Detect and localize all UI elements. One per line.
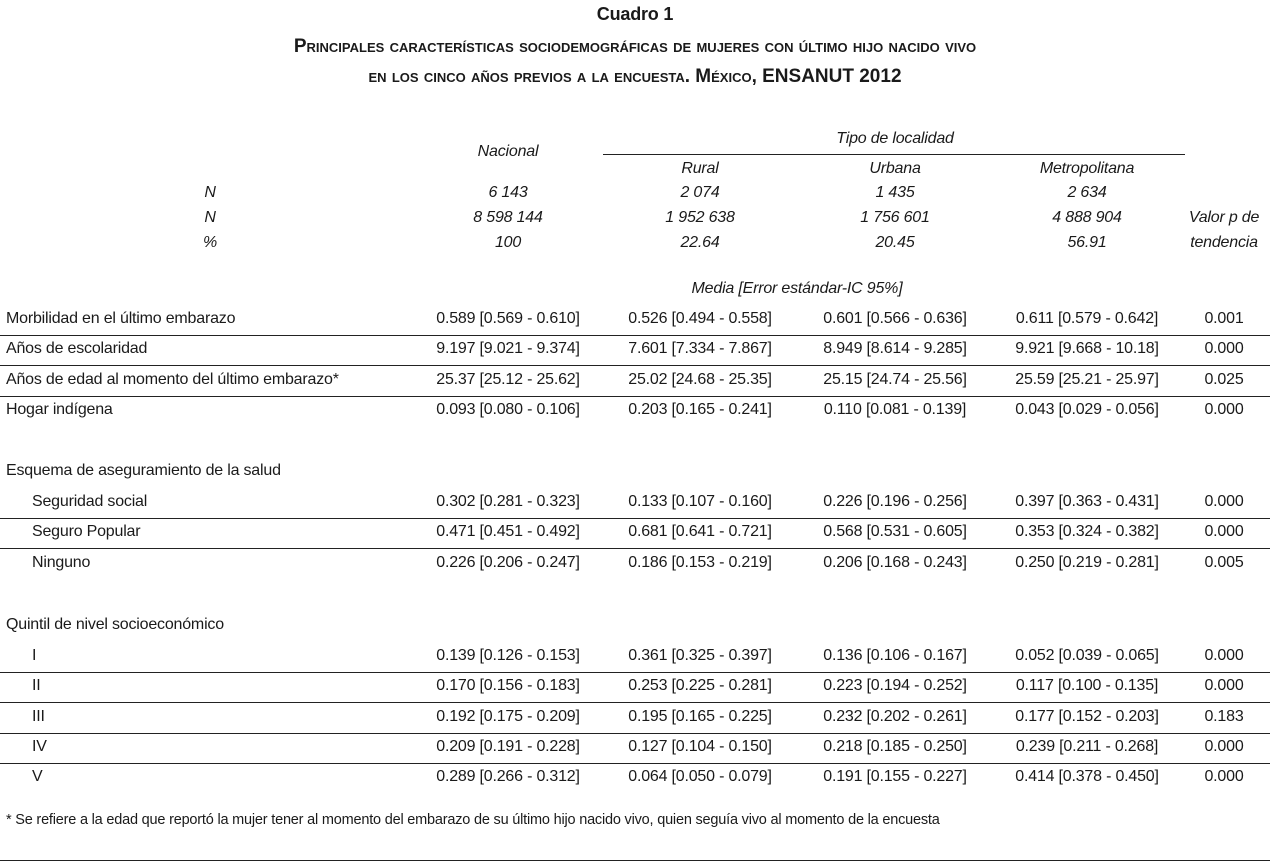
row-value: 0.223 [0.194 - 0.252] — [823, 677, 967, 695]
n-row-value: 6 143 — [488, 184, 528, 201]
header-rural: Rural — [681, 160, 719, 177]
group-heading: Quintil de nivel socioeconómico — [6, 616, 224, 633]
row-value: 0.589 [0.569 - 0.610] — [436, 310, 580, 327]
row-value: 0.133 [0.107 - 0.160] — [628, 493, 772, 510]
row-value: 0.177 [0.152 - 0.203] — [1015, 707, 1159, 725]
row-label: IV — [32, 737, 47, 755]
table-row — [0, 335, 1270, 365]
row-p-value: 0.000 — [1204, 400, 1244, 418]
row-value: 0.117 [0.100 - 0.135] — [1015, 677, 1159, 695]
row-value: 0.361 [0.325 - 0.397] — [628, 647, 772, 664]
row-value: 9.197 [9.021 - 9.374] — [436, 340, 580, 358]
n-row-value: 56.91 — [1067, 234, 1107, 251]
row-value: 25.37 [25.12 - 25.62] — [436, 370, 580, 388]
row-value: 0.601 [0.566 - 0.636] — [823, 310, 967, 327]
row-value: 0.414 [0.378 - 0.450] — [1015, 768, 1159, 786]
table-row — [0, 549, 1270, 579]
n-row-label: % — [202, 234, 218, 251]
row-value: 0.186 [0.153 - 0.219] — [628, 553, 772, 571]
row-value: 25.02 [24.68 - 25.35] — [628, 370, 772, 388]
row-value: 0.611 [0.579 - 0.642] — [1015, 310, 1159, 327]
row-value: 0.203 [0.165 - 0.241] — [628, 400, 772, 418]
row-value: 0.043 [0.029 - 0.056] — [1015, 400, 1159, 418]
row-value: 0.239 [0.211 - 0.268] — [1015, 737, 1159, 755]
row-value: 0.568 [0.531 - 0.605] — [823, 523, 967, 541]
row-value: 0.127 [0.104 - 0.150] — [628, 737, 772, 755]
table-row — [0, 733, 1270, 763]
row-value: 0.052 [0.039 - 0.065] — [1015, 647, 1159, 664]
table-row — [0, 642, 1270, 672]
row-p-value: 0.183 — [1204, 707, 1244, 725]
row-value: 0.253 [0.225 - 0.281] — [628, 677, 772, 695]
table-row — [0, 518, 1270, 548]
header-stat-label: Media [Error estándar-IC 95%] — [691, 280, 903, 297]
row-value: 0.471 [0.451 - 0.492] — [436, 523, 580, 541]
group-heading: Esquema de aseguramiento de la salud — [6, 462, 281, 479]
bottom-rule — [0, 860, 1270, 861]
row-p-value: 0.001 — [1204, 310, 1244, 327]
table-row — [0, 672, 1270, 702]
n-row-label: N — [204, 209, 216, 226]
row-value: 25.59 [25.21 - 25.97] — [1015, 370, 1159, 388]
row-value: 8.949 [8.614 - 9.285] — [823, 340, 967, 358]
row-value: 0.226 [0.196 - 0.256] — [823, 493, 967, 510]
row-p-value: 0.005 — [1204, 553, 1244, 571]
header-metropolitana: Metropolitana — [1039, 160, 1135, 177]
row-value: 0.526 [0.494 - 0.558] — [628, 310, 772, 327]
row-p-value: 0.000 — [1204, 737, 1244, 755]
row-p-value: 0.000 — [1204, 523, 1244, 541]
table-row — [0, 305, 1270, 335]
row-value: 0.192 [0.175 - 0.209] — [436, 707, 580, 725]
row-value: 0.353 [0.324 - 0.382] — [1015, 523, 1159, 541]
header-valor-p-2: tendencia — [1190, 234, 1258, 251]
n-row-value: 20.45 — [875, 234, 915, 251]
row-label: Ninguno — [32, 553, 91, 571]
row-label: Seguridad social — [32, 493, 148, 510]
header-urbana: Urbana — [869, 160, 921, 177]
header-valor-p-1: Valor p de — [1188, 209, 1260, 226]
row-label: Hogar indígena — [6, 400, 113, 418]
row-label: I — [32, 647, 37, 664]
header-nacional: Nacional — [477, 143, 539, 160]
row-value: 0.226 [0.206 - 0.247] — [436, 553, 580, 571]
row-value: 0.139 [0.126 - 0.153] — [436, 647, 580, 664]
row-label: V — [32, 768, 43, 786]
row-p-value: 0.000 — [1204, 768, 1244, 786]
n-row-value: 2 074 — [680, 184, 720, 201]
row-value: 0.195 [0.165 - 0.225] — [628, 707, 772, 725]
row-value: 0.136 [0.106 - 0.167] — [823, 647, 967, 664]
n-row-value: 22.64 — [680, 234, 720, 251]
n-row-value: 4 888 904 — [1052, 209, 1122, 226]
header-divider — [603, 154, 1185, 155]
row-label: II — [32, 677, 41, 695]
header-tipo-localidad: Tipo de localidad — [836, 130, 954, 147]
row-value: 7.601 [7.334 - 7.867] — [628, 340, 772, 358]
row-value: 0.397 [0.363 - 0.431] — [1015, 493, 1159, 510]
table-row — [0, 488, 1270, 518]
row-value: 0.170 [0.156 - 0.183] — [436, 677, 580, 695]
row-p-value: 0.000 — [1204, 493, 1244, 510]
row-label: Morbilidad en el último embarazo — [6, 310, 236, 327]
table-row — [0, 763, 1270, 793]
row-value: 25.15 [24.74 - 25.56] — [823, 370, 967, 388]
row-value: 0.218 [0.185 - 0.250] — [823, 737, 967, 755]
footnote: * Se refiere a la edad que reportó la mujer tener al momento del embarazo de su último hijo nacido vivo, quien seguía vivo al momento de la encuesta — [6, 812, 940, 828]
row-value: 9.921 [9.668 - 10.18] — [1015, 340, 1159, 358]
n-row-value: 100 — [494, 234, 522, 251]
row-value: 0.681 [0.641 - 0.721] — [628, 523, 772, 541]
row-label: Seguro Popular — [32, 523, 141, 541]
n-row-value: 1 435 — [875, 184, 915, 201]
row-value: 0.250 [0.219 - 0.281] — [1015, 553, 1159, 571]
table-title-line-1: Principales características sociodemográficas de mujeres con último hijo nacido vivo — [293, 36, 977, 57]
row-value: 0.209 [0.191 - 0.228] — [436, 737, 580, 755]
n-row-value: 1 952 638 — [665, 209, 735, 226]
row-value: 0.191 [0.155 - 0.227] — [823, 768, 967, 786]
row-label: III — [32, 707, 45, 725]
row-label: Años de escolaridad — [6, 340, 148, 358]
row-value: 0.206 [0.168 - 0.243] — [823, 553, 967, 571]
row-value: 0.302 [0.281 - 0.323] — [436, 493, 580, 510]
row-p-value: 0.000 — [1204, 340, 1244, 358]
table-caption: Cuadro 1 — [596, 4, 674, 24]
row-value: 0.093 [0.080 - 0.106] — [436, 400, 580, 418]
row-value: 0.064 [0.050 - 0.079] — [628, 768, 772, 786]
row-value: 0.289 [0.266 - 0.312] — [436, 768, 580, 786]
n-row-label: N — [204, 184, 216, 201]
table-row — [0, 396, 1270, 426]
table-title-line-2: en los cinco años previos a la encuesta. México, ENSANUT 2012 — [368, 66, 902, 87]
n-row-value: 8 598 144 — [473, 209, 543, 226]
row-p-value: 0.025 — [1204, 370, 1244, 388]
row-p-value: 0.000 — [1204, 677, 1244, 695]
table-row — [0, 703, 1270, 733]
row-label: Años de edad al momento del último embarazo* — [6, 370, 339, 388]
row-value: 0.110 [0.081 - 0.139] — [823, 400, 967, 418]
n-row-value: 1 756 601 — [860, 209, 930, 226]
row-value: 0.232 [0.202 - 0.261] — [823, 707, 967, 725]
table-row — [0, 366, 1270, 396]
n-row-value: 2 634 — [1067, 184, 1107, 201]
row-p-value: 0.000 — [1204, 647, 1244, 664]
